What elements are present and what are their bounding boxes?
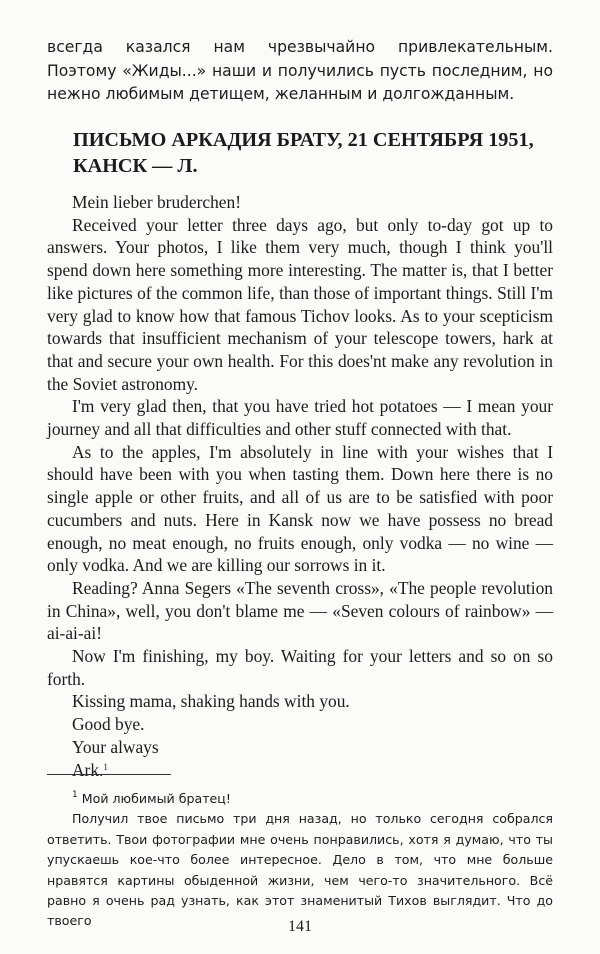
page-number: 141 [288,918,312,935]
letter-salutation: Mein lieber bruderchen! [72,192,241,212]
footnote-divider [47,774,171,775]
footnote-title: Мой любимый братец! [81,791,231,806]
letter-paragraph-8: Your always [72,736,159,757]
footnote-reference: 1 [103,761,108,772]
footnotes [47,789,553,932]
letter-paragraph-3: As to the apples, I'm absolutely in line with your wishes that I should have been with you when tasting them. Down here there is no single apple or other fruits, and all of us are to be satisfied with poor cucumbers and nuts. Here in Kansk now we have possess no bread enough, no meat enough, no fruits enough, only vodka — no wine — only vodka. And we are killing our sorrows in it. [47,441,553,576]
intro-paragraph [47,36,553,107]
letter-heading: ПИСЬМО АРКАДИЯ БРАТУ, 21 СЕНТЯБРЯ 1951, КАНСК — Л. [73,129,534,177]
letter-signature [47,759,553,782]
letter-paragraph-4: Reading? Anna Segers «The seventh cross», «The people revolution in China», well, you don't blame me — «Seven colours of rainbow» — ai-ai-ai! [47,577,553,644]
letter-paragraph-7: Good bye. [72,714,145,735]
letter-body [47,191,553,781]
signature-text: Ark. [72,759,104,780]
intro-text: всегда казался нам чрезвычайно привлекательным. Поэтому «Жиды...» наши и получились пусть последним, но нежно любимым детищем, желанным и долгожданным. [47,38,553,104]
footnote-text: Получил твое письмо три дня назад, но только сегодня собрался ответить. Твои фотографии мне очень понравились, хотя я думаю, что ты упускаешь кое-что более интересное. Дело в том, что мне больше нравятся картины обыденной жизни, чем чего-то значительного. Всё равно я очень рад узнать, как этот знаменитый Тихов выглядит. Что до твоего [47,811,553,929]
letter-paragraph-6: Kissing mama, shaking hands with you. [72,691,350,712]
letter-paragraph-2: I'm very glad then, that you have tried hot potatoes — I mean your journey and all that difficulties and other stuff connected with that. [47,396,553,440]
letter-paragraph-5: Now I'm finishing, my boy. Waiting for your letters and so on so forth. [47,646,553,689]
letter-paragraph-1: Received your letter three days ago, but only to-day got up to answers. Your photos, I like them very much, though I think you'll spend down here something more interesting. The matter is, that I better like pictures of the common life, than those of important things. Still I'm very glad to know how that famous Tichov looks. As to your scepticism towards that insufficient mechanism of your telescope towers, hark at that and secure your own health. For this does'nt make any revolution in the Soviet astronomy. [47,214,553,394]
footnote-title-line [47,789,553,809]
footnote-mark: 1 [72,790,78,800]
